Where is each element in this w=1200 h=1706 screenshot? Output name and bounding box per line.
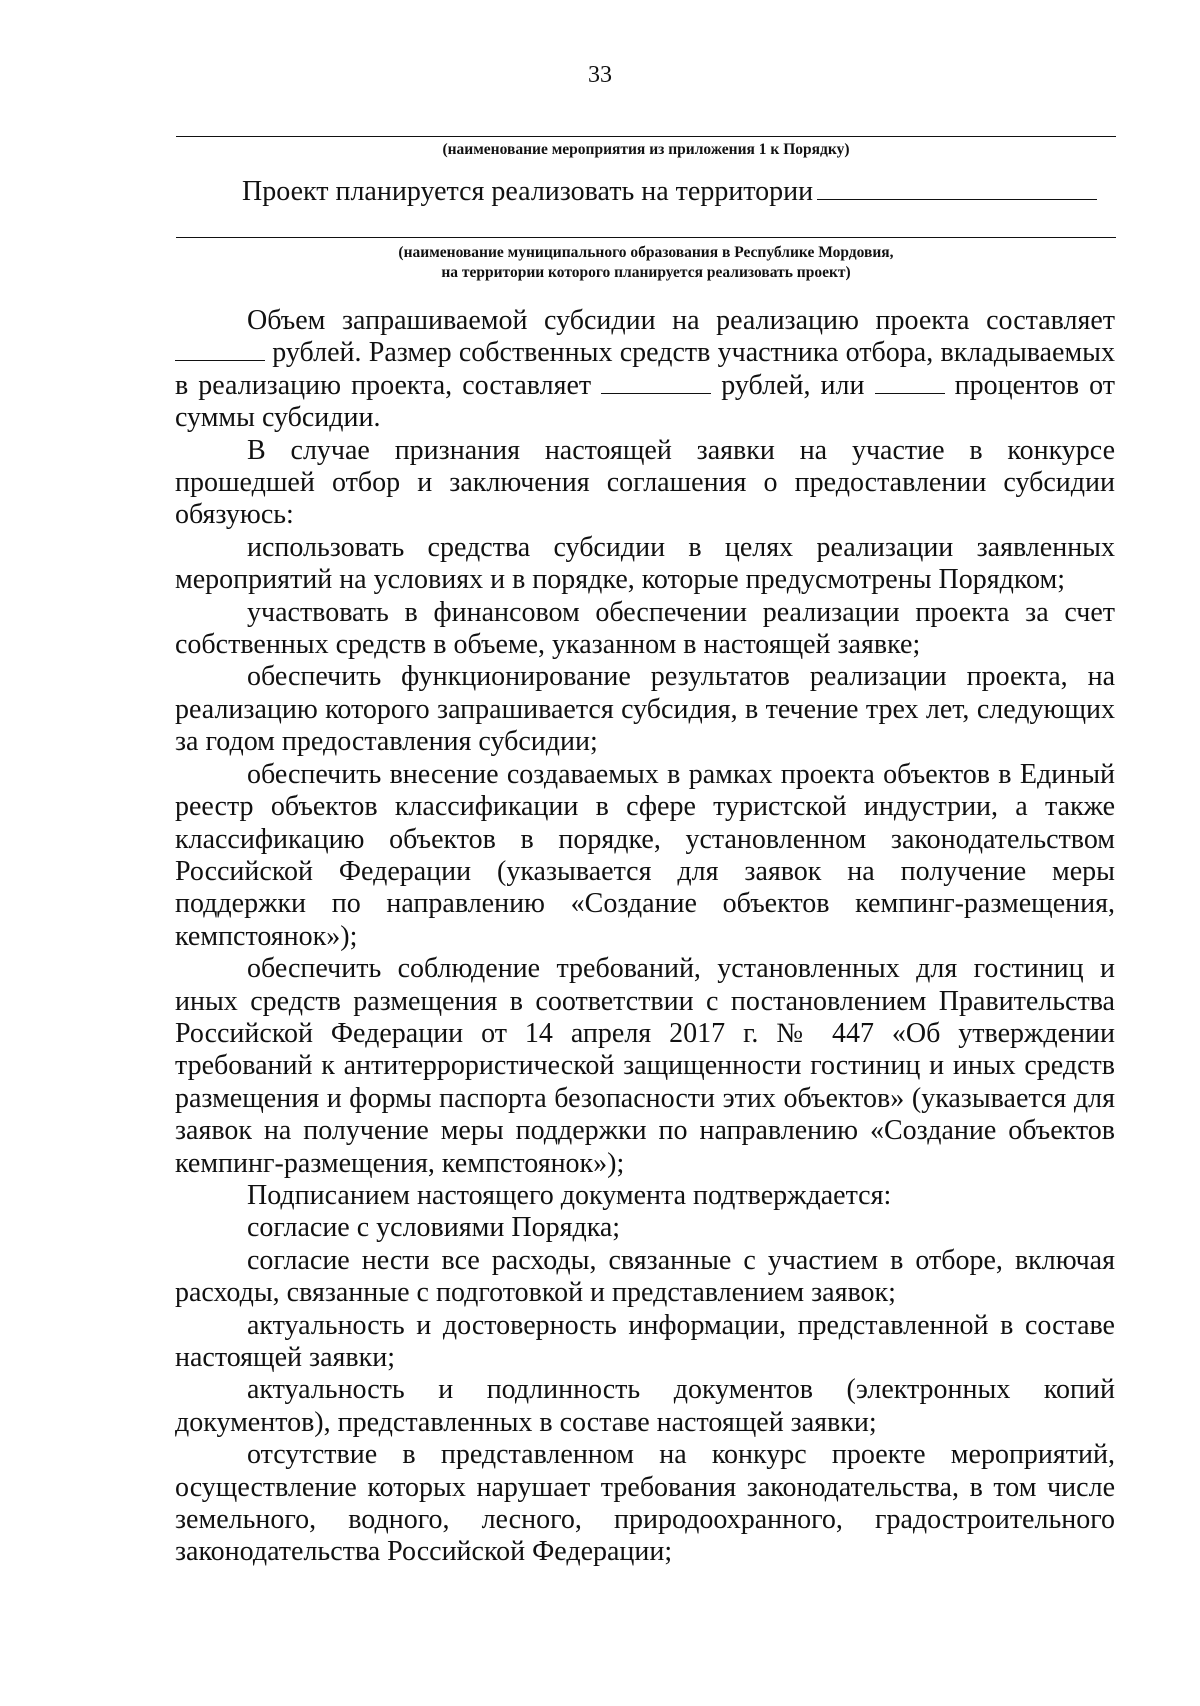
document-body <box>175 305 1115 1569</box>
event-name-line <box>176 136 1116 137</box>
paragraph: актуальность и достоверность информации, представленной в составе настоящей заявки; <box>175 1309 1115 1373</box>
territory-text: Проект планируется реализовать на территории <box>242 176 814 207</box>
paragraph: В случае признания настоящей заявки на участие в конкурсе прошедшей отбор и заключения соглашения о предоставлении субсидии обязуюсь: <box>175 434 1115 531</box>
paragraph: Подписанием настоящего документа подтверждается: <box>247 1179 892 1211</box>
municipality-caption-1: (наименование муниципального образования в Республике Мордовия, <box>398 244 894 261</box>
paragraph: актуальность и подлинность документов (электронных копий документов), представленных в составе настоящей заявки; <box>175 1374 1115 1438</box>
paragraph: обеспечить функционирование результатов реализации проекта, на реализацию которого запрашивается субсидия, в течение трех лет, следующих за годом предоставления субсидии; <box>175 661 1115 758</box>
subsidy-text-3: рублей, или <box>721 369 865 401</box>
subsidy-text-4: процентов от суммы субсидии. <box>175 369 1116 434</box>
subsidy-text-2: рублей. Размер собственных средств участника отбора, вкладываемых в реализацию проекта, составляет <box>175 337 1115 401</box>
paragraph: обеспечить внесение создаваемых в рамках проекта объектов в Единый реестр объектов классификации в сфере туристской индустрии, а также классификацию объектов в порядке, установленном законодательством Российской Федерации (указывается для заявок на получение меры поддержки по направлению «Создание объектов кемпинг-размещения, кемпстоянок»); <box>175 758 1115 952</box>
subsidy-amount-blank <box>175 360 265 361</box>
paragraph: использовать средства субсидии в целях реализации заявленных мероприятий на условиях и в порядке, которые предусмотрены Порядком; <box>175 531 1115 596</box>
paragraph: обеспечить соблюдение требований, установленных для гостиниц и иных средств размещения в соответствии с постановлением Правительства Российской Федерации от 14 апреля 2017 г. № 447 «Об утверждении требований к антитеррористической защищенности гостиниц и иных средств размещения и формы паспорта безопасности этих объектов» (указывается для заявок на получение меры поддержки по направлению «Создание объектов кемпинг-размещения, кемпстоянок»); <box>175 953 1115 1179</box>
page-number: 33 <box>588 62 612 88</box>
subsidy-text-1: Объем запрашиваемой субсидии на реализацию проекта составляет <box>247 305 1115 336</box>
territory-blank <box>817 199 1097 200</box>
own-funds-blank <box>601 393 711 394</box>
municipality-caption-2: на территории которого планируется реализовать проект) <box>441 264 851 281</box>
event-name-caption: (наименование мероприятия из приложения 1 к Порядку) <box>442 141 850 158</box>
paragraph: согласие с условиями Порядка; <box>247 1212 621 1244</box>
paragraph: участвовать в финансовом обеспечении реализации проекта за счет собственных средств в объеме, указанном в настоящей заявке; <box>175 596 1115 661</box>
municipality-line <box>176 237 1116 238</box>
percent-blank <box>875 393 945 394</box>
subsidy-paragraph <box>175 305 1115 435</box>
territory-line <box>242 176 1097 208</box>
paragraph: отсутствие в представленном на конкурс проекте мероприятий, осуществление которых нарушает требования законодательства, в том числе земельного, водного, лесного, природоохранного, градостроительного законодательства Российской Федерации; <box>175 1439 1115 1568</box>
paragraph: согласие нести все расходы, связанные с участием в отборе, включая расходы, связанные с подготовкой и представлением заявок; <box>175 1244 1115 1309</box>
